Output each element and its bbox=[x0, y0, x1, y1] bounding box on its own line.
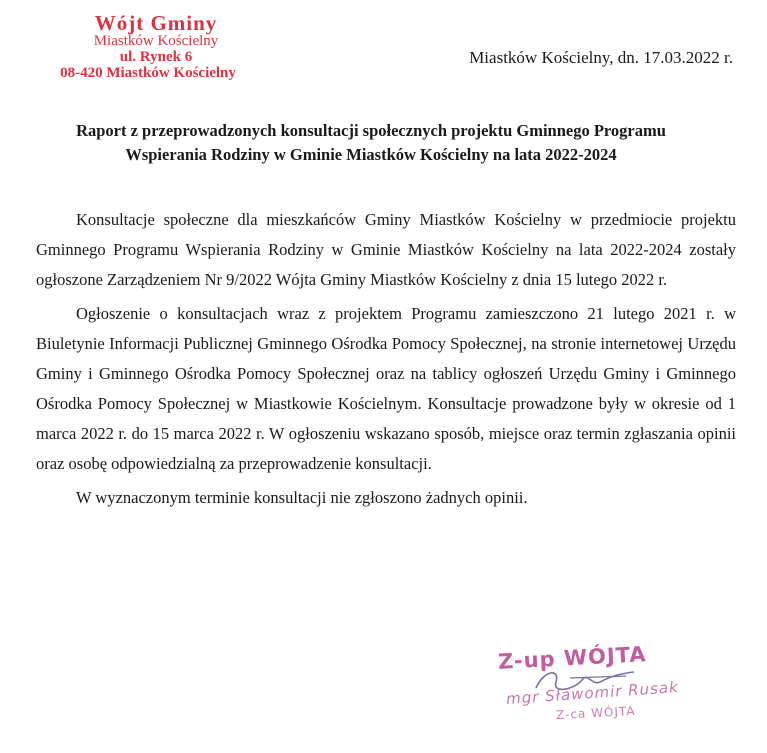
document-title: Raport z przeprowadzonych konsultacji społecznych projektu Gminnego Programu Wspierania Rodziny w Gminie Miastków Kościelny na lata 2022-2024 bbox=[76, 121, 666, 164]
paragraph-1: Konsultacje społeczne dla mieszkańców Gminy Miastków Kościelny w przedmiocie projektu Gminnego Programu Wspierania Rodziny w Gminie Miastków Kościelny na lata 2022-2024 zostały ogłoszone Zarządzeniem Nr 9/2022 Wójta Gminy Miastków Kościelny z dnia 15 lutego 2022 r. bbox=[36, 210, 736, 289]
stamp-municipality: Miastków Kościelny bbox=[93, 33, 219, 50]
signature-stamp bbox=[490, 640, 710, 740]
document-date: Miastków Kościelny, dn. 17.03.2022 r. bbox=[469, 48, 733, 67]
paragraph-2: Ogłoszenie o konsultacjach wraz z projektem Programu zamieszczono 21 lutego 2021 r. w Biuletynie Informacji Publicznej Gminnego Ośrodka Pomocy Społecznej, na stronie internetowej Urzędu Gminy i Gminnego Ośrodka Pomocy Społecznej oraz na tablicy ogłoszeń Urzędu Gminy i Gminnego Ośrodka Pomocy Społecznej w Miastkowie Kościelnym. Konsultacje prowadzone były w okresie od 1 marca 2022 r. do 15 marca 2022 r. W ogłoszeniu wskazano sposób, miejsce oraz termin zgłaszania opinii oraz osobę odpowiedzialną za przeprowadzenie konsultacji. bbox=[36, 304, 736, 473]
stamp-title: Wójt Gminy bbox=[94, 11, 218, 35]
document-body bbox=[36, 205, 736, 517]
signatory-role: Z-ca WÓJTA bbox=[555, 703, 636, 723]
signatory-name: mgr Sławomir Rusak bbox=[505, 677, 680, 709]
stamp-street: ul. Rynek 6 bbox=[119, 48, 193, 65]
stamp-postal-address: 08-420 Miastków Kościelny bbox=[60, 64, 236, 81]
signature-role-heading: Z-up WÓJTA bbox=[497, 642, 648, 674]
paragraph-3: W wyznaczonym terminie konsultacji nie zgłoszono żadnych opinii. bbox=[76, 488, 528, 507]
office-stamp bbox=[56, 12, 256, 81]
